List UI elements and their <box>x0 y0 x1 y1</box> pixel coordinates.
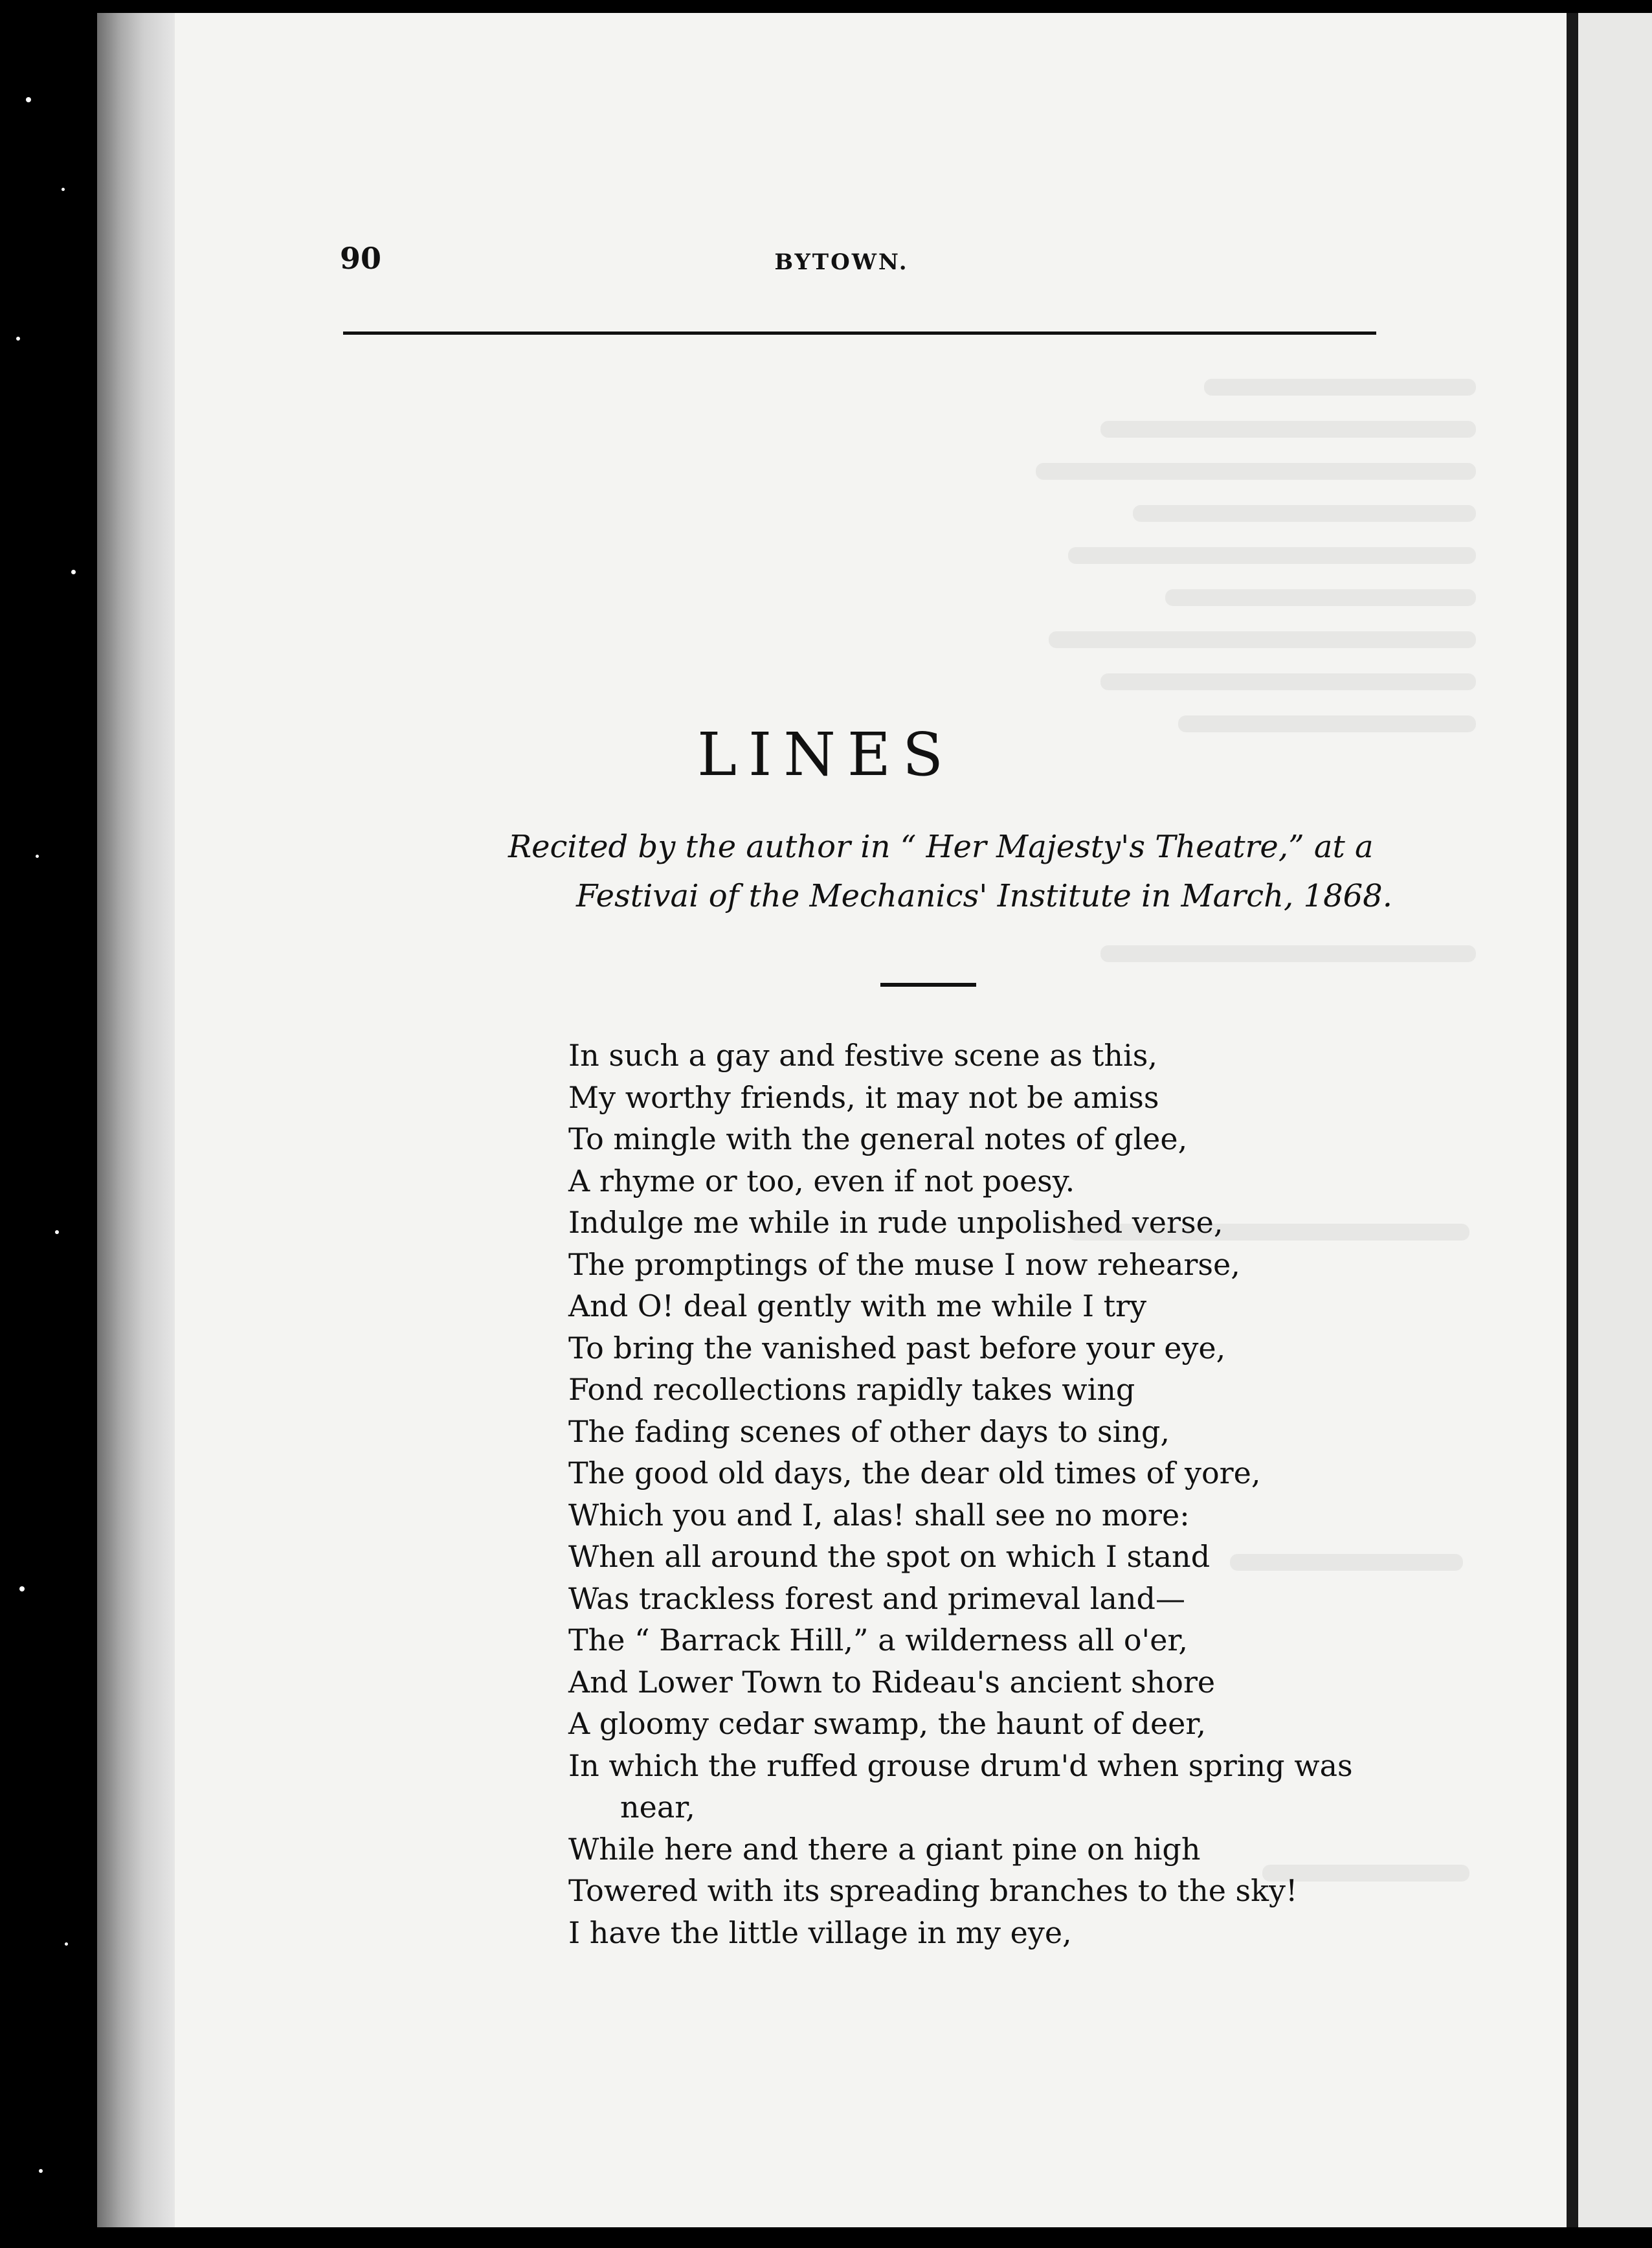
bleed-through-line <box>1036 463 1476 480</box>
scan-speck <box>36 855 39 858</box>
poem-line: My worthy friends, it may not be amiss <box>568 1079 1159 1115</box>
poem-line: Which you and I, alas! shall see no more: <box>568 1497 1190 1533</box>
poem-line: The fading scenes of other days to sing, <box>568 1413 1170 1449</box>
scan-speck <box>65 1942 68 1946</box>
page-number: 90 <box>340 241 382 276</box>
bleed-through-line <box>1100 945 1476 962</box>
book-page-edge <box>97 13 175 2227</box>
poem-line-continuation: near, <box>620 1790 695 1825</box>
scan-speck <box>39 2169 43 2173</box>
section-rule <box>880 983 976 987</box>
poem-body <box>568 1035 1423 1953</box>
poem-line: Fond recollections rapidly takes wing <box>568 1372 1135 1407</box>
poem-line: When all around the spot on which I stand <box>568 1539 1211 1574</box>
bleed-through-line <box>1204 379 1476 396</box>
book-gutter <box>1567 13 1578 2227</box>
poem-line: A gloomy cedar swamp, the haunt of deer, <box>568 1706 1206 1741</box>
bleed-through-line <box>1100 673 1476 690</box>
poem-line: Indulge me while in rude unpolished verse, <box>568 1205 1223 1240</box>
poem-line: Was trackless forest and primeval land— <box>568 1580 1185 1616</box>
bleed-through-line <box>1068 547 1476 564</box>
bleed-through-line <box>1133 505 1476 522</box>
scan-speck <box>26 97 31 102</box>
poem-line: In which the ruffed grouse drum'd when spring was <box>568 1748 1353 1783</box>
poem-line: The good old days, the dear old times of yore, <box>568 1456 1261 1490</box>
bleed-through-line <box>1100 421 1476 438</box>
scan-speck <box>55 1230 59 1234</box>
poem-line: Towered with its spreading branches to the sky! <box>568 1873 1298 1908</box>
poem-title: LINES <box>697 720 955 789</box>
header-rule <box>343 332 1376 335</box>
scan-speck <box>19 1586 25 1591</box>
poem-line: To bring the vanished past before your eye, <box>568 1330 1226 1366</box>
poem-line: The “ Barrack Hill,” a wilderness all o'er, <box>568 1623 1188 1658</box>
scan-speck <box>16 337 20 341</box>
poem-line: A rhyme or too, even if not poesy. <box>568 1163 1075 1198</box>
poem-line: I have the little village in my eye, <box>568 1915 1072 1950</box>
poem-line: And Lower Town to Rideau's ancient shore <box>568 1664 1216 1700</box>
facing-page-edge <box>1578 13 1652 2227</box>
scan-speck <box>71 570 76 574</box>
subtitle-line-1: Recited by the author in “ Her Majesty's Theatre,” at a <box>508 829 1374 865</box>
poem-line: The promptings of the muse I now rehearse, <box>568 1246 1240 1282</box>
poem-line: In such a gay and festive scene as this, <box>568 1038 1157 1073</box>
scan-speck <box>61 188 65 191</box>
poem-line: To mingle with the general notes of glee, <box>568 1121 1188 1156</box>
bleed-through-line <box>1165 589 1476 606</box>
subtitle-line-2: Festivai of the Mechanics' Institute in March, 1868. <box>576 878 1392 914</box>
bleed-through-line <box>1049 631 1476 648</box>
poem-line: While here and there a giant pine on high <box>568 1831 1201 1867</box>
poem-line: And O! deal gently with me while I try <box>568 1288 1147 1323</box>
running-head: BYTOWN. <box>774 249 909 275</box>
